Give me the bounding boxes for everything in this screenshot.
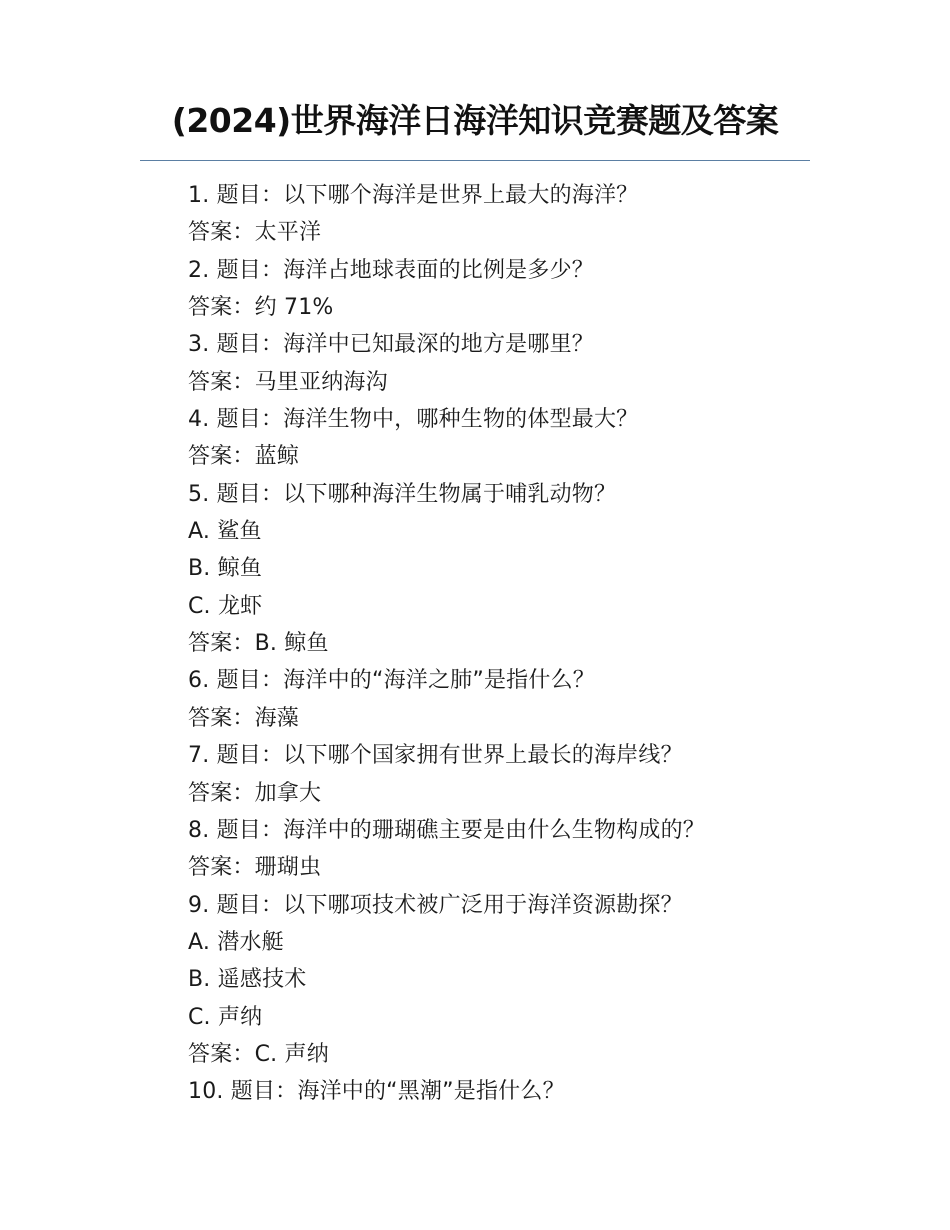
question-line: 7. 题目：以下哪个国家拥有世界上最长的海岸线？ xyxy=(188,743,683,769)
question-line: 4. 题目：海洋生物中，哪种生物的体型最大？ xyxy=(188,407,639,433)
answer-line: 答案：太平洋 xyxy=(188,220,322,246)
question-line: 10. 题目：海洋中的“黑潮”是指什么？ xyxy=(188,1079,565,1105)
answer-line: 答案：B. 鲸鱼 xyxy=(188,631,329,657)
title-block xyxy=(140,101,810,164)
question-line: 5. 题目：以下哪种海洋生物属于哺乳动物？ xyxy=(188,481,617,507)
document-body xyxy=(188,177,828,1111)
answer-line: 答案：C. 声纳 xyxy=(188,1041,329,1067)
option-line: C. 声纳 xyxy=(188,1004,263,1030)
question-line: 2. 题目：海洋占地球表面的比例是多少？ xyxy=(188,257,594,283)
answer-line: 答案：蓝鲸 xyxy=(188,444,300,470)
document-title: (2024)世界海洋日海洋知识竞赛题及答案 xyxy=(171,101,779,140)
option-line: B. 鲸鱼 xyxy=(188,556,263,582)
question-line: 6. 题目：海洋中的“海洋之肺”是指什么？ xyxy=(188,668,595,694)
option-line: A. 潜水艇 xyxy=(188,929,284,955)
question-line: 1. 题目：以下哪个海洋是世界上最大的海洋？ xyxy=(188,183,639,208)
question-line: 8. 题目：海洋中的珊瑚礁主要是由什么生物构成的？ xyxy=(188,817,705,843)
option-line: C. 龙虾 xyxy=(188,593,263,619)
answer-line: 答案：海藻 xyxy=(188,705,300,731)
title-underline xyxy=(140,160,810,161)
answer-line: 答案：加拿大 xyxy=(188,780,322,806)
question-line: 9. 题目：以下哪项技术被广泛用于海洋资源勘探？ xyxy=(188,892,683,918)
question-line: 3. 题目：海洋中已知最深的地方是哪里？ xyxy=(188,332,594,358)
option-line: A. 鲨鱼 xyxy=(188,519,262,545)
answer-line: 答案：约 71% xyxy=(188,295,334,321)
answer-line: 答案：珊瑚虫 xyxy=(188,855,322,881)
option-line: B. 遥感技术 xyxy=(188,967,307,993)
answer-line: 答案：马里亚纳海沟 xyxy=(188,369,388,395)
